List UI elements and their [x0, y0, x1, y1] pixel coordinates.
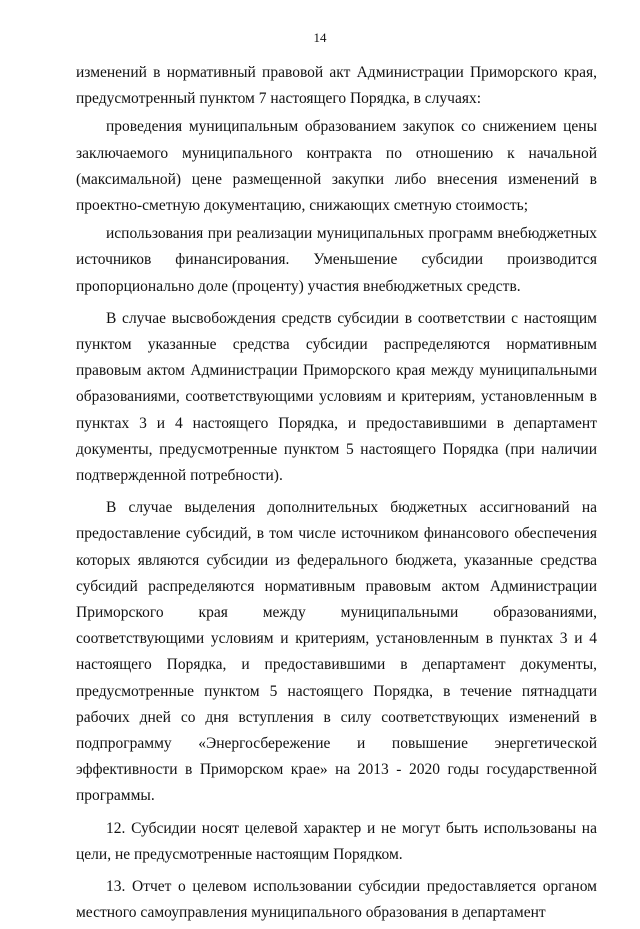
paragraph-case-procurement: проведения муниципальным образованием закупок со снижением цены заключаемого муниципального контракта по отношению к начальной (максимальной) цене размещенной закупки либо внесения изменений в проектно-сметную документацию, снижающих сметную стоимость;	[76, 118, 597, 215]
paragraph-item-12: 12. Субсидии носят целевой характер и не могут быть использованы на цели, не предусмотренные настоящим Порядком.	[76, 819, 597, 863]
document-body	[76, 60, 597, 929]
page-number: 14	[313, 30, 327, 45]
paragraph-item-13: 13. Отчет о целевом использовании субсидии предоставляется органом местного самоуправления муниципального образования в департамент	[76, 878, 597, 922]
paragraph-released-funds: В случае высвобождения средств субсидии в соответствии с настоящим пунктом указанные средства субсидии распределяются нормативным правовым актом Администрации Приморского края между муниципальными образованиями, соответствующими условиям и критериям, установленным в пунктах 3 и 4 настоящего Порядка, и предоставившими в департамент документы, предусмотренные пунктом 5 настоящего Порядка (при наличии подтвержденной потребности).	[76, 309, 597, 485]
paragraph-additional-allocations: В случае выделения дополнительных бюджетных ассигнований на предоставление субсидий, в том числе источником финансового обеспечения которых являются субсидии из федерального бюджета, указанные средства субсидий распределяются нормативным правовым актом Администрации Приморского края между муниципальными образованиями, соответствующими условиям и критериям, установленным в пунктах 3 и 4 настоящего Порядка, и предоставившими в департамент документы, предусмотренные пунктом 5 настоящего Порядка, в течение пятнадцати рабочих дней со дня вступления в силу соответствующих изменений в подпрограмму «Энергосбережение и повышение энергетической эффективности в Приморском крае» на 2013 - 2020 годы государственной программы.	[76, 499, 597, 805]
paragraph-continuation: изменений в нормативный правовой акт Администрации Приморского края, предусмотренный пунктом 7 настоящего Порядка, в случаях:	[76, 64, 597, 108]
paragraph-case-extrabudgetary: использования при реализации муниципальных программ внебюджетных источников финансирования. Уменьшение субсидии производится пропорционально доле (проценту) участия внебюджетных средств.	[76, 225, 597, 295]
